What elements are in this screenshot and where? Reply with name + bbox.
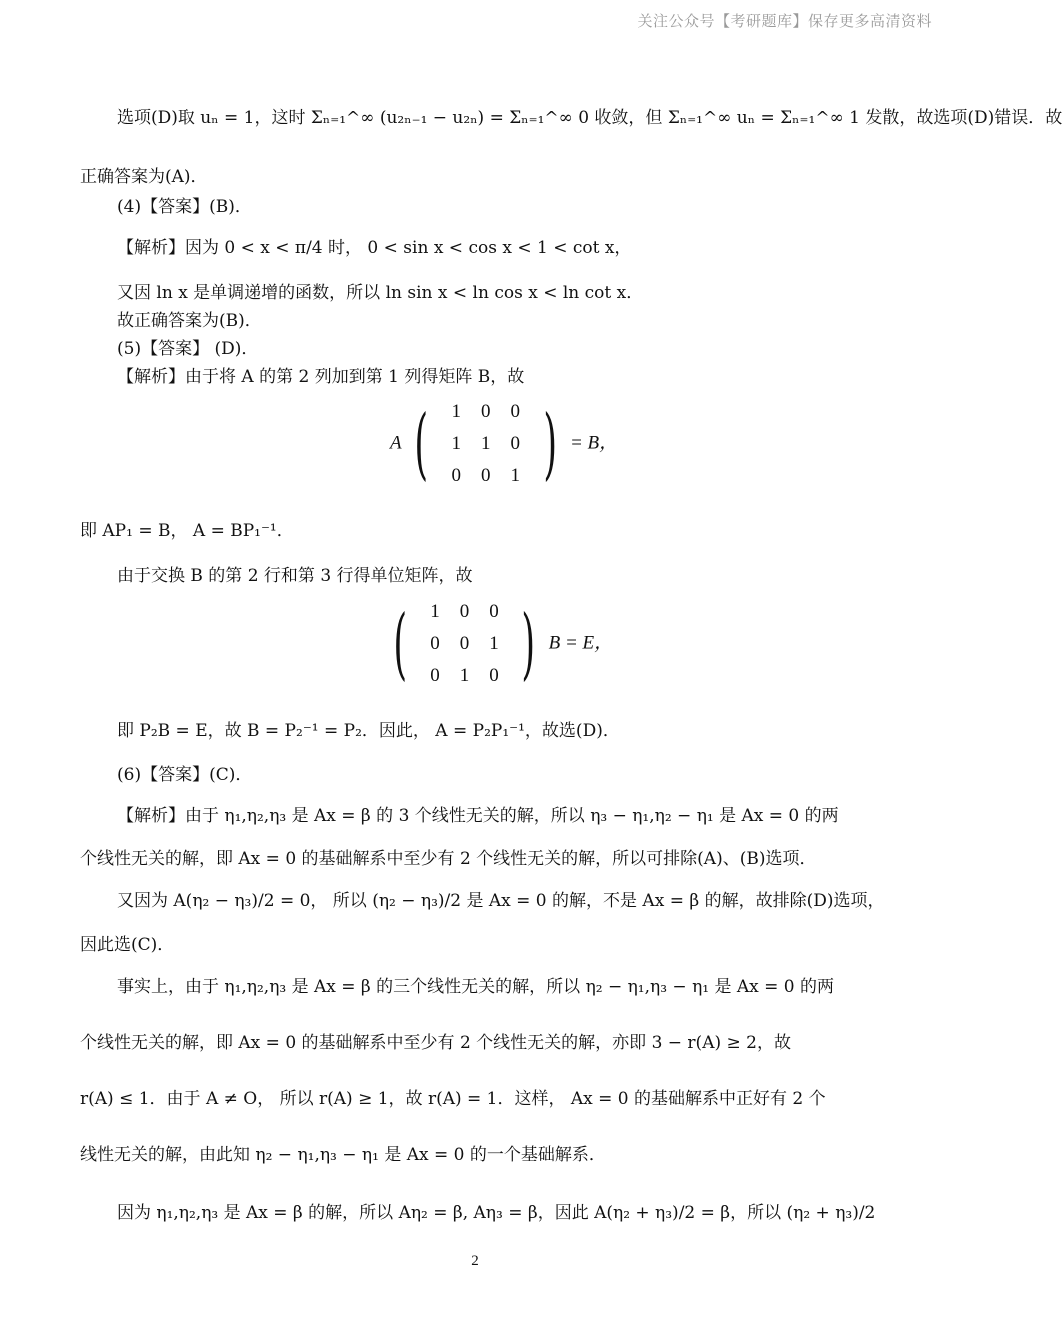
text-line: 又因 ln x 是单调递增的函数，所以 ln sin x < ln cos x < ln cot x． xyxy=(117,283,644,303)
text-line: 即 AP₁ = B， A = BP₁⁻¹． xyxy=(80,521,294,541)
matrix-cell: 0 xyxy=(510,433,521,454)
right-paren: ) xyxy=(521,599,536,689)
matrix-cell: 0 xyxy=(510,401,521,422)
answer-heading: (4)【答案】(B)． xyxy=(117,197,252,217)
matrix-equation-2 xyxy=(385,596,613,692)
matrix-cell: 1 xyxy=(459,665,470,686)
matrix-cell: 1 xyxy=(451,401,462,422)
matrix-right-label: B = E， xyxy=(548,632,614,654)
matrix-cell: 0 xyxy=(481,401,491,422)
matrix-right-label: = B， xyxy=(569,432,619,454)
matrix-cell: 1 xyxy=(451,433,462,454)
left-paren: ( xyxy=(393,599,408,689)
matrix-cell: 0 xyxy=(489,601,499,622)
matrix-equation-1 xyxy=(390,396,618,492)
matrix-cell: 0 xyxy=(430,633,440,654)
matrix-cell: 0 xyxy=(430,665,440,686)
text-line: 又因为 A(η₂ − η₃)/2 = 0， 所以 (η₂ − η₃)/2 是 Ax = 0 的解，不是 Ax = β 的解，故排除(D)选项， xyxy=(117,891,885,911)
watermark-header: 关注公众号【考研题库】保存更多高清资料 xyxy=(637,12,932,30)
matrix-cell: 0 xyxy=(459,601,470,622)
matrix-left-label: A xyxy=(390,432,402,454)
text-line: 【解析】由于将 A 的第 2 列加到第 1 列得矩阵 B，故 xyxy=(117,367,525,387)
matrix xyxy=(420,596,509,692)
text-line: 【解析】因为 0 < x < π/4 时， 0 < sin x < cos x < 1 < cot x， xyxy=(117,238,632,258)
matrix-cell: 0 xyxy=(459,633,470,654)
text-line: 选项(D)取 uₙ = 1，这时 Σₙ₌₁^∞ (u₂ₙ₋₁ − u₂ₙ) = Σₙ₌₁^∞ 0 收敛，但 Σₙ₌₁^∞ uₙ = Σₙ₌₁^∞ 1 发散，故选项(D)错误．故 xyxy=(117,108,1062,128)
matrix xyxy=(442,396,531,492)
matrix-cell: 1 xyxy=(481,433,491,454)
text-line: 由于交换 B 的第 2 行和第 3 行得单位矩阵，故 xyxy=(117,566,473,586)
right-paren: ) xyxy=(543,399,557,489)
text-line: 个线性无关的解，即 Ax = 0 的基础解系中至少有 2 个线性无关的解，所以可排除(A)、(B)选项． xyxy=(80,849,817,869)
matrix-cell: 0 xyxy=(489,665,499,686)
text-line: 即 P₂B = E，故 B = P₂⁻¹ = P₂．因此， A = P₂P₁⁻¹，故选(D)． xyxy=(117,721,620,741)
text-line: 正确答案为(A)． xyxy=(80,167,208,187)
text-line: 【解析】由于 η₁,η₂,η₃ 是 Ax = β 的 3 个线性无关的解，所以 η₃ − η₁,η₂ − η₁ 是 Ax = 0 的两 xyxy=(117,806,839,826)
page-number: 2 xyxy=(471,1253,479,1269)
text-line: 事实上，由于 η₁,η₂,η₃ 是 Ax = β 的三个线性无关的解，所以 η₂ − η₁,η₃ − η₁ 是 Ax = 0 的两 xyxy=(117,977,835,997)
text-line: 因为 η₁,η₂,η₃ 是 Ax = β 的解，所以 Aη₂ = β, Aη₃ = β，因此 A(η₂ + η₃)/2 = β，所以 (η₂ + η₃)/2 xyxy=(117,1203,876,1223)
matrix-cell: 0 xyxy=(481,465,491,486)
answer-heading: (6)【答案】(C)． xyxy=(117,765,253,785)
text-line: 个线性无关的解，即 Ax = 0 的基础解系中至少有 2 个线性无关的解，亦即 3 − r(A) ≥ 2，故 xyxy=(80,1033,791,1053)
matrix-cell: 1 xyxy=(489,633,499,654)
left-paren: ( xyxy=(414,399,429,489)
answer-heading: (5)【答案】 (D)． xyxy=(117,339,259,359)
matrix-cell: 1 xyxy=(430,601,440,622)
matrix-cell: 1 xyxy=(510,465,521,486)
text-line: r(A) ≤ 1．由于 A ≠ O， 所以 r(A) ≥ 1，故 r(A) = 1．这样， Ax = 0 的基础解系中正好有 2 个 xyxy=(80,1089,826,1109)
matrix-cell: 0 xyxy=(451,465,462,486)
text-line: 因此选(C)． xyxy=(80,935,175,955)
text-line: 线性无关的解，由此知 η₂ − η₁,η₃ − η₁ 是 Ax = 0 的一个基础解系． xyxy=(80,1145,606,1165)
text-line: 故正确答案为(B)． xyxy=(117,311,262,331)
